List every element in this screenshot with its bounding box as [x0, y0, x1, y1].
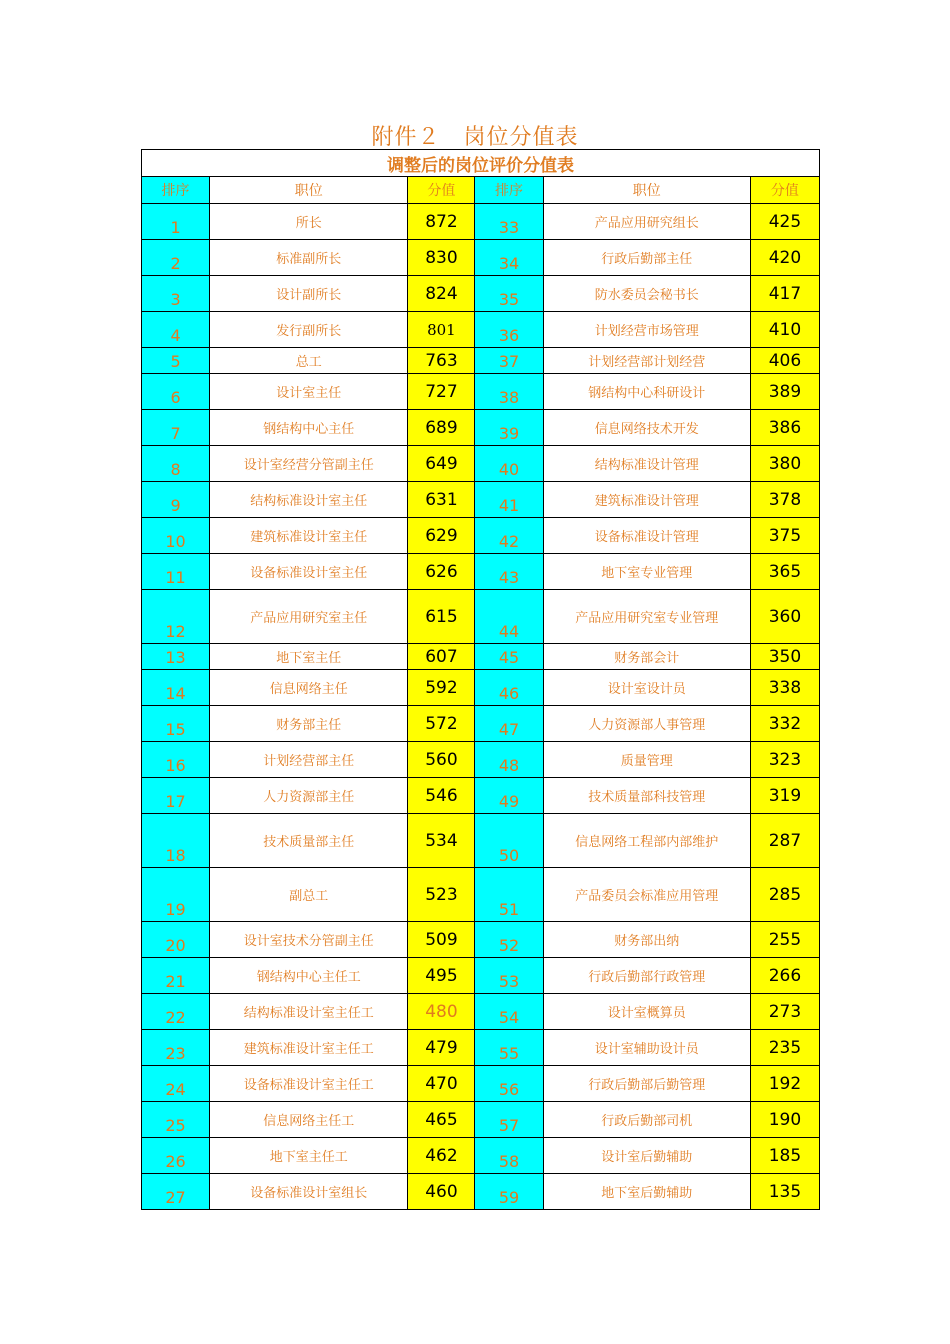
rank-cell: 18	[142, 814, 210, 868]
score-cell: 649	[408, 446, 475, 482]
rank-cell: 44	[475, 590, 543, 644]
table-row	[142, 204, 820, 240]
table-row	[142, 994, 820, 1030]
rank-cell: 53	[475, 958, 543, 994]
rank-cell: 49	[475, 778, 543, 814]
rank-cell: 58	[475, 1138, 543, 1174]
table-row	[142, 374, 820, 410]
rank-cell: 57	[475, 1102, 543, 1138]
rank-cell: 11	[142, 554, 210, 590]
table-row	[142, 518, 820, 554]
rank-cell: 13	[142, 644, 210, 670]
table-row	[142, 922, 820, 958]
score-cell: 763	[408, 348, 475, 374]
rank-cell: 21	[142, 958, 210, 994]
rank-cell: 46	[475, 670, 543, 706]
rank-cell: 3	[142, 276, 210, 312]
position-cell: 钢结构中心主任	[210, 410, 408, 446]
rank-cell: 19	[142, 868, 210, 922]
position-cell: 行政后勤部司机	[543, 1102, 750, 1138]
score-cell: 235	[750, 1030, 819, 1066]
table-row	[142, 742, 820, 778]
rank-cell: 5	[142, 348, 210, 374]
rank-cell: 8	[142, 446, 210, 482]
rank-cell: 47	[475, 706, 543, 742]
position-cell: 设备标准设计室组长	[210, 1174, 408, 1210]
position-cell: 地下室主任	[210, 644, 408, 670]
table-row	[142, 958, 820, 994]
score-cell: 460	[408, 1174, 475, 1210]
position-cell: 信息网络技术开发	[543, 410, 750, 446]
rank-cell: 2	[142, 240, 210, 276]
position-cell: 产品委员会标准应用管理	[543, 868, 750, 922]
table-row	[142, 1174, 820, 1210]
rank-cell: 59	[475, 1174, 543, 1210]
table-caption: 调整后的岗位评价分值表	[142, 150, 820, 177]
position-cell: 产品应用研究组长	[543, 204, 750, 240]
rank-cell: 34	[475, 240, 543, 276]
rank-cell: 52	[475, 922, 543, 958]
table-row	[142, 590, 820, 644]
position-cell: 结构标准设计管理	[543, 446, 750, 482]
position-cell: 设计室技术分管副主任	[210, 922, 408, 958]
score-cell: 830	[408, 240, 475, 276]
rank-cell: 14	[142, 670, 210, 706]
table-row	[142, 814, 820, 868]
score-cell: 287	[750, 814, 819, 868]
table-row	[142, 644, 820, 670]
rank-cell: 27	[142, 1174, 210, 1210]
score-cell: 689	[408, 410, 475, 446]
rank-cell: 50	[475, 814, 543, 868]
score-cell: 470	[408, 1066, 475, 1102]
rank-cell: 54	[475, 994, 543, 1030]
score-cell: 380	[750, 446, 819, 482]
score-cell: 273	[750, 994, 819, 1030]
position-cell: 产品应用研究室专业管理	[543, 590, 750, 644]
score-cell: 480	[408, 994, 475, 1030]
rank-cell: 25	[142, 1102, 210, 1138]
table-row	[142, 1030, 820, 1066]
rank-cell: 51	[475, 868, 543, 922]
rank-cell: 37	[475, 348, 543, 374]
rank-cell: 16	[142, 742, 210, 778]
header-score: 分值	[408, 177, 475, 204]
score-cell: 546	[408, 778, 475, 814]
rank-cell: 24	[142, 1066, 210, 1102]
score-cell: 406	[750, 348, 819, 374]
table-row	[142, 410, 820, 446]
rank-cell: 12	[142, 590, 210, 644]
table-row	[142, 868, 820, 922]
score-cell: 420	[750, 240, 819, 276]
position-cell: 结构标准设计室主任工	[210, 994, 408, 1030]
table-row	[142, 1138, 820, 1174]
score-cell: 185	[750, 1138, 819, 1174]
position-cell: 防水委员会秘书长	[543, 276, 750, 312]
position-cell: 设计室后勤辅助	[543, 1138, 750, 1174]
score-cell: 534	[408, 814, 475, 868]
rank-cell: 43	[475, 554, 543, 590]
position-cell: 设计室主任	[210, 374, 408, 410]
score-cell: 607	[408, 644, 475, 670]
position-cell: 所长	[210, 204, 408, 240]
rank-cell: 56	[475, 1066, 543, 1102]
header-score: 分值	[750, 177, 819, 204]
position-cell: 设计室设计员	[543, 670, 750, 706]
score-cell: 631	[408, 482, 475, 518]
position-cell: 结构标准设计室主任	[210, 482, 408, 518]
position-cell: 副总工	[210, 868, 408, 922]
table-row	[142, 240, 820, 276]
rank-cell: 45	[475, 644, 543, 670]
rank-cell: 17	[142, 778, 210, 814]
position-cell: 设备标准设计室主任工	[210, 1066, 408, 1102]
table-row	[142, 276, 820, 312]
score-cell: 410	[750, 312, 819, 348]
table-row	[142, 348, 820, 374]
position-cell: 财务部出纳	[543, 922, 750, 958]
position-cell: 地下室专业管理	[543, 554, 750, 590]
score-cell: 386	[750, 410, 819, 446]
position-cell: 设备标准设计管理	[543, 518, 750, 554]
score-cell: 629	[408, 518, 475, 554]
rank-cell: 15	[142, 706, 210, 742]
position-cell: 行政后勤部主任	[543, 240, 750, 276]
score-cell: 285	[750, 868, 819, 922]
score-cell: 872	[408, 204, 475, 240]
position-cell: 设计室经营分管副主任	[210, 446, 408, 482]
position-cell: 建筑标准设计室主任工	[210, 1030, 408, 1066]
score-cell: 266	[750, 958, 819, 994]
score-cell: 360	[750, 590, 819, 644]
position-cell: 技术质量部科技管理	[543, 778, 750, 814]
score-cell: 509	[408, 922, 475, 958]
position-cell: 计划经营部主任	[210, 742, 408, 778]
score-cell: 495	[408, 958, 475, 994]
table-row	[142, 778, 820, 814]
position-cell: 总工	[210, 348, 408, 374]
position-cell: 地下室后勤辅助	[543, 1174, 750, 1210]
document-title: 附件２ 岗位分值表	[371, 125, 579, 150]
rank-cell: 23	[142, 1030, 210, 1066]
position-cell: 人力资源部主任	[210, 778, 408, 814]
position-cell: 信息网络主任	[210, 670, 408, 706]
table-row	[142, 1066, 820, 1102]
position-cell: 设备标准设计室主任	[210, 554, 408, 590]
table-row	[142, 482, 820, 518]
rank-cell: 33	[475, 204, 543, 240]
score-cell: 190	[750, 1102, 819, 1138]
rank-cell: 20	[142, 922, 210, 958]
header-position: 职位	[543, 177, 750, 204]
position-cell: 建筑标准设计管理	[543, 482, 750, 518]
score-cell: 465	[408, 1102, 475, 1138]
position-cell: 财务部主任	[210, 706, 408, 742]
rank-cell: 10	[142, 518, 210, 554]
position-score-table	[141, 149, 820, 1210]
rank-cell: 39	[475, 410, 543, 446]
score-cell: 350	[750, 644, 819, 670]
rank-cell: 48	[475, 742, 543, 778]
score-cell: 479	[408, 1030, 475, 1066]
rank-cell: 38	[475, 374, 543, 410]
rank-cell: 7	[142, 410, 210, 446]
header-rank: 排序	[142, 177, 210, 204]
score-cell: 560	[408, 742, 475, 778]
table-row	[142, 312, 820, 348]
rank-cell: 40	[475, 446, 543, 482]
score-cell: 319	[750, 778, 819, 814]
score-cell: 375	[750, 518, 819, 554]
header-position: 职位	[210, 177, 408, 204]
score-cell: 572	[408, 706, 475, 742]
position-cell: 技术质量部主任	[210, 814, 408, 868]
position-cell: 人力资源部人事管理	[543, 706, 750, 742]
position-cell: 产品应用研究室主任	[210, 590, 408, 644]
position-cell: 信息网络工程部内部维护	[543, 814, 750, 868]
position-cell: 发行副所长	[210, 312, 408, 348]
rank-cell: 6	[142, 374, 210, 410]
score-cell: 425	[750, 204, 819, 240]
position-cell: 地下室主任工	[210, 1138, 408, 1174]
score-cell: 378	[750, 482, 819, 518]
position-cell: 建筑标准设计室主任	[210, 518, 408, 554]
position-cell: 钢结构中心主任工	[210, 958, 408, 994]
rank-cell: 1	[142, 204, 210, 240]
position-cell: 行政后勤部后勤管理	[543, 1066, 750, 1102]
header-row	[142, 177, 820, 204]
position-cell: 信息网络主任工	[210, 1102, 408, 1138]
position-cell: 行政后勤部行政管理	[543, 958, 750, 994]
header-rank: 排序	[475, 177, 543, 204]
position-cell: 质量管理	[543, 742, 750, 778]
score-cell: 462	[408, 1138, 475, 1174]
table-row	[142, 706, 820, 742]
position-cell: 钢结构中心科研设计	[543, 374, 750, 410]
score-cell: 727	[408, 374, 475, 410]
rank-cell: 41	[475, 482, 543, 518]
position-cell: 标准副所长	[210, 240, 408, 276]
score-cell: 389	[750, 374, 819, 410]
position-cell: 设计副所长	[210, 276, 408, 312]
score-cell: 332	[750, 706, 819, 742]
rank-cell: 26	[142, 1138, 210, 1174]
score-cell: 626	[408, 554, 475, 590]
score-cell: 192	[750, 1066, 819, 1102]
score-cell: 801	[408, 312, 475, 348]
score-cell: 824	[408, 276, 475, 312]
table-row	[142, 554, 820, 590]
rank-cell: 42	[475, 518, 543, 554]
score-cell: 255	[750, 922, 819, 958]
position-cell: 财务部会计	[543, 644, 750, 670]
position-cell: 计划经营市场管理	[543, 312, 750, 348]
table-row	[142, 670, 820, 706]
rank-cell: 35	[475, 276, 543, 312]
score-cell: 135	[750, 1174, 819, 1210]
score-cell: 523	[408, 868, 475, 922]
score-cell: 365	[750, 554, 819, 590]
rank-cell: 36	[475, 312, 543, 348]
score-cell: 592	[408, 670, 475, 706]
rank-cell: 4	[142, 312, 210, 348]
rank-cell: 55	[475, 1030, 543, 1066]
score-cell: 338	[750, 670, 819, 706]
table-row	[142, 446, 820, 482]
position-cell: 设计室概算员	[543, 994, 750, 1030]
score-cell: 323	[750, 742, 819, 778]
rank-cell: 22	[142, 994, 210, 1030]
score-cell: 417	[750, 276, 819, 312]
position-cell: 设计室辅助设计员	[543, 1030, 750, 1066]
table-row	[142, 1102, 820, 1138]
rank-cell: 9	[142, 482, 210, 518]
score-cell: 615	[408, 590, 475, 644]
position-cell: 计划经营部计划经营	[543, 348, 750, 374]
